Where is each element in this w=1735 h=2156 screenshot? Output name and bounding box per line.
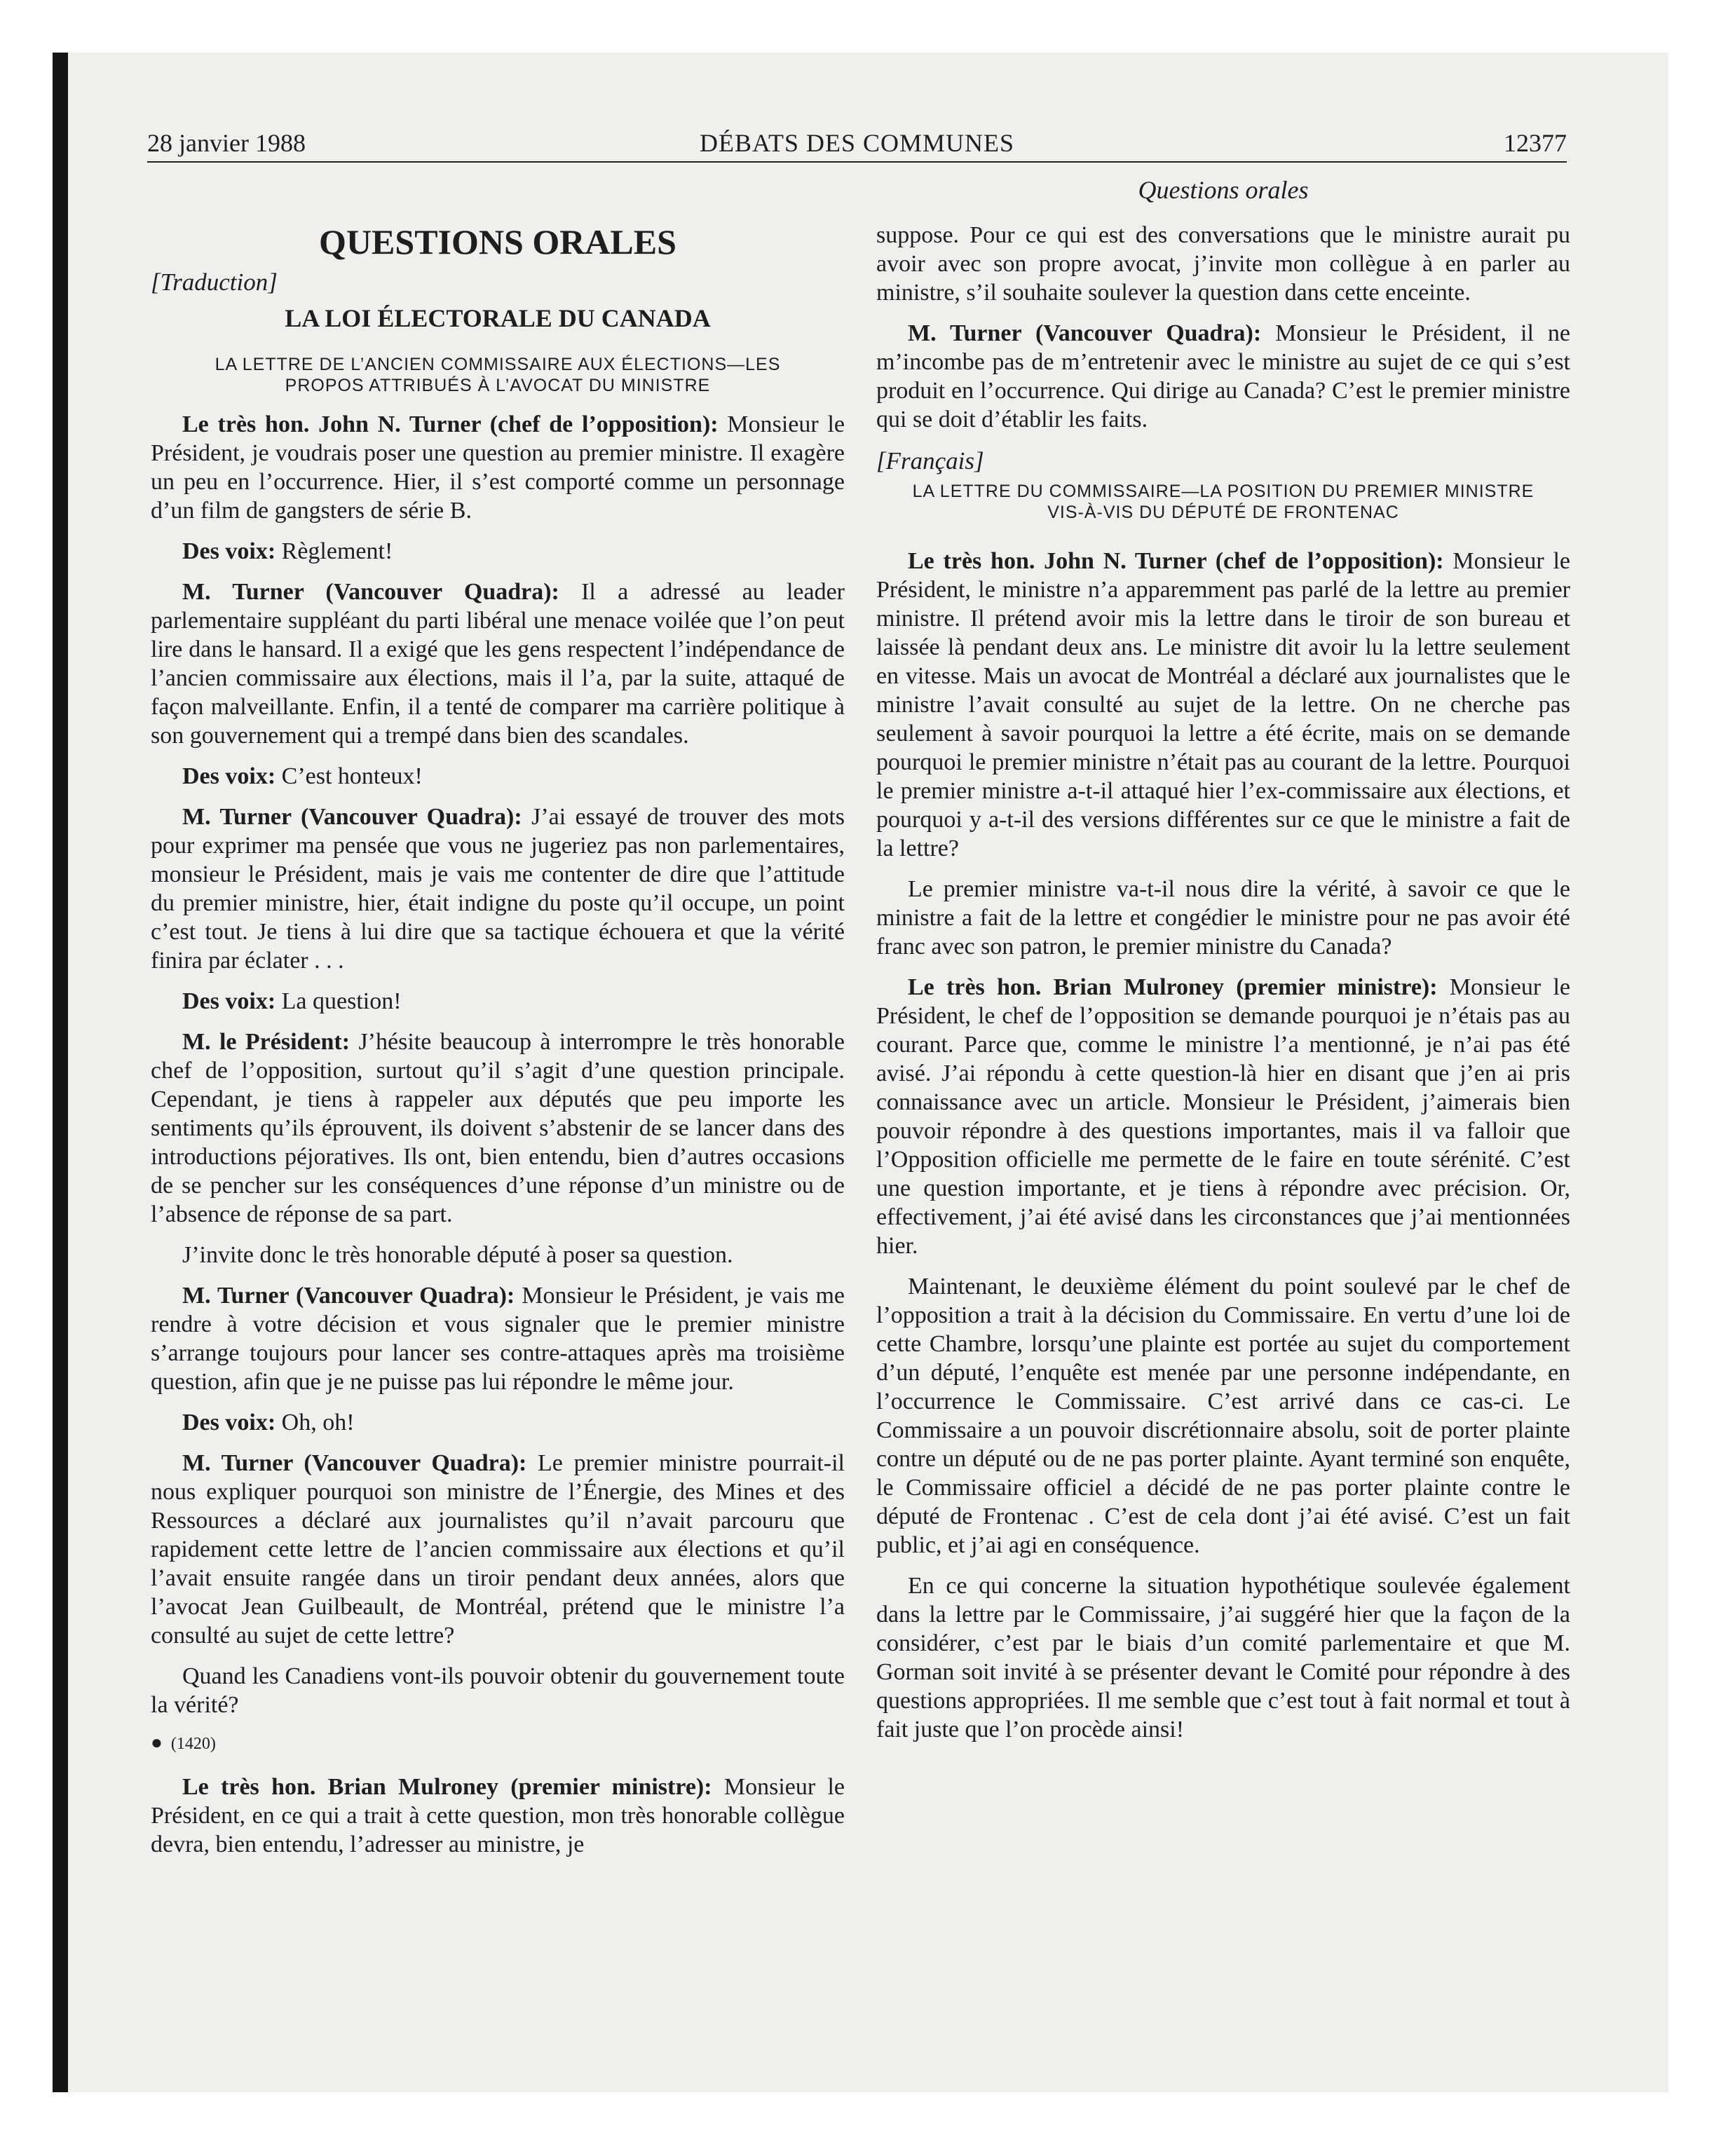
caps-heading: LA LETTRE DE L’ANCIEN COMMISSAIRE AUX ÉLECTIONS—LES PROPOS ATTRIBUÉS À L’AVOCAT DU MINISTRE (215, 355, 781, 395)
right-paragraphs-bottom (876, 547, 1570, 1744)
speech-text: suppose. Pour ce qui est des conversations que le ministre aurait pu avoir avec son propre avocat, j’invite mon collègue à en parler au ministre, s’il souhaite soulever la question dans cette enceinte. (876, 222, 1570, 306)
caps-heading-right: LA LETTRE DU COMMISSAIRE—LA POSITION DU PREMIER MINISTRE VIS-À-VIS DU DÉPUTÉ DE FRONTENAC (912, 482, 1535, 522)
speech-text: Monsieur le Président, le chef de l’opposition se demande pourquoi je n’étais pas au courant. Parce que, comme le ministre l’a mentionné, je n’ai pas été avisé. J’ai répondu à cette question-là hier en disant que j’en ai pris connaissance avec un article. Monsieur le Président, j’aimerais bien pouvoir répondre à des questions importantes, mais il va falloir que l’Opposition officielle me permette de le faire en toute sérénité. C’est une question importante, et je tiens à répondre avec précision. Or, effectivement, j’ai été avisé dans les circonstances que j’ai mentionnées hier. (876, 974, 1570, 1259)
speech-text: Monsieur le Président, en ce qui a trait à cette question, mon très honorable collègue devra, bien entendu, l’adresser au ministre, je (151, 1774, 845, 1857)
paragraph (876, 973, 1570, 1260)
paragraph (876, 1571, 1570, 1744)
left-paragraphs (151, 410, 845, 1719)
speech-text: J’hésite beaucoup à interrompre le très honorable chef de l’opposition, surtout qu’il s’agit d’une question principale. Cependant, je tiens à rappeler aux députés que peu importe les sentiments qu’ils éprouvent, ils doivent s’abstenir de se lancer dans des introductions péjoratives. Ils ont, bien entendu, bien d’autres occasions de se pencher sur les conséquences d’une réponse d’un ministre ou de l’absence de réponse de sa part. (151, 1029, 845, 1227)
bullet-icon: ● (151, 1732, 163, 1754)
speaker-name: Le très hon. John N. Turner (chef de l’opposition): (908, 548, 1444, 574)
speech-text: Règlement! (275, 538, 393, 564)
subheading: LA LOI ÉLECTORALE DU CANADA (285, 304, 711, 332)
speech-text: Monsieur le Président, le ministre n’a apparemment pas parlé de la lettre au premier ministre. Il prétend avoir mis la lettre dans le tiroir de son bureau et laissée là pendant deux ans. Le ministre dit avoir lu la lettre seulement en vitesse. Mais un avocat de Montréal a déclaré aux journalistes que le ministre l’avait consulté au sujet de la lettre. On ne cherche pas seulement à savoir pourquoi la lettre a été écrite, mais on se demande pourquoi le premier ministre n’était pas au courant de la lettre. Pourquoi le premier ministre a-t-il attaqué hier l’ex-commissaire aux élections, et pourquoi y a-t-il des versions différentes sur ce que le ministre a fait de la lettre? (876, 548, 1571, 861)
speech-text: Quand les Canadiens vont-ils pouvoir obtenir du gouvernement toute la vérité? (151, 1663, 845, 1718)
paragraph (151, 578, 845, 750)
paragraph (151, 1662, 845, 1719)
speech-text: Oh, oh! (275, 1410, 355, 1435)
paragraph (876, 547, 1570, 863)
speaker-name: M. Turner (Vancouver Quadra): (182, 579, 559, 605)
speech-text: La question! (275, 988, 402, 1014)
paragraph (151, 762, 845, 791)
paragraph (876, 1272, 1570, 1560)
paragraph (151, 537, 845, 566)
paragraph (151, 1241, 845, 1269)
right-column (876, 221, 1570, 1756)
speaker-name: Le très hon. Brian Mulroney (premier ministre): (182, 1774, 712, 1800)
speaker-name: M. Turner (Vancouver Quadra): (182, 1450, 527, 1476)
header-page-number: 12377 (1504, 129, 1567, 157)
paragraph (151, 1281, 845, 1396)
language-tag-right: [Français] (876, 447, 984, 475)
paragraph (151, 1408, 845, 1437)
paragraph (151, 1028, 845, 1229)
speaker-name: Des voix: (182, 1410, 276, 1435)
language-tag: [Traduction] (151, 268, 278, 296)
speech-text: C’est honteux! (275, 763, 423, 789)
main-heading: QUESTIONS ORALES (319, 222, 676, 261)
speaker-name: Des voix: (182, 538, 276, 564)
timestamp-label: (1420) (170, 1735, 216, 1753)
running-head (147, 125, 1567, 163)
paragraph (876, 221, 1570, 307)
speech-text: J’invite donc le très honorable député à poser sa question. (182, 1242, 733, 1268)
speaker-name: M. Turner (Vancouver Quadra): (182, 1283, 515, 1309)
scan-border (53, 53, 68, 2092)
speaker-name: Des voix: (182, 763, 276, 789)
speech-text: J’ai essayé de trouver des mots pour exprimer ma pensée que vous ne jugeriez pas non parlementaires, monsieur le Président, mais je vais me contenter de dire que l’attitude du premier ministre, hier, était indigne du poste qu’il occupe, un point c’est tout. Je tiens à lui dire que sa tactique échouera et que la vérité finira par éclater . . . (151, 804, 845, 974)
speech-text: En ce qui concerne la situation hypothétique soulevée également dans la lettre par le Commissaire, j’ai suggéré hier que la façon de la considérer, c’est par le biais d’un comité parlementaire et que M. Gorman soit invité à se présenter devant le Comité pour répondre à des questions appropriées. Il me semble que c’est tout à fait normal et tout à fait juste que l’on procède ainsi! (876, 1573, 1570, 1742)
right-paragraphs-top (876, 221, 1570, 434)
speech-text: Monsieur le Président, je voudrais poser une question au premier ministre. Il exagère un peu en l’occurrence. Hier, il s’est comporté comme un personnage d’un film de gangsters de série B. (151, 411, 845, 524)
speech-text: Il a adressé au leader parlementaire suppléant du parti libéral une menace voilée que l’on peut lire dans le hansard. Il a exigé que les gens respectent l’indépendance de l’ancien commissaire aux élections, mais il l’a, par la suite, attaqué de façon malveillante. Enfin, il a tenté de comparer ma carrière politique à son gouvernement qui a trempé dans bien des scandales. (151, 579, 845, 749)
speaker-name: Des voix: (182, 988, 276, 1014)
speaker-name: Le très hon. Brian Mulroney (premier ministre): (908, 974, 1438, 1000)
speaker-name: M. Turner (Vancouver Quadra): (908, 320, 1262, 346)
left-column (151, 221, 845, 1871)
section-running-head: Questions orales (1138, 176, 1309, 204)
paragraph (876, 319, 1570, 434)
speaker-name: M. Turner (Vancouver Quadra): (182, 804, 522, 830)
paragraph (876, 875, 1570, 961)
paragraph (151, 803, 845, 975)
paragraph (151, 1449, 845, 1650)
paragraph (151, 1773, 845, 1859)
speech-text: Le premier ministre va-t-il nous dire la vérité, à savoir ce que le ministre a fait de la lettre et congédier le ministre pour ne pas avoir été franc avec son patron, le premier ministre du Canada? (876, 876, 1570, 960)
speaker-name: M. le Président: (182, 1029, 351, 1055)
speech-text: Le premier ministre pourrait-il nous expliquer pourquoi son ministre de l’Énergie, des Mines et des Ressources a déclaré aux journalistes qu’il n’avait parcouru que rapidement cette lettre de l’ancien commissaire aux élections et qu’il l’avait ensuite rangée dans un tiroir pendant deux années, alors que l’avocat Jean Guilbeault, de Montréal, prétend que le ministre l’a consulté au sujet de cette lettre? (151, 1450, 845, 1649)
speech-text: Maintenant, le deuxième élément du point soulevé par le chef de l’opposition a trait à la décision du Commissaire. En vertu d’une loi de cette Chambre, lorsqu’une plainte est portée au sujet du comportement d’un député, l’enquête est menée par une personne indépendante, en l’occurrence le Commissaire. C’est arrivé dans ce cas-ci. Le Commissaire a un pouvoir discrétionnaire absolu, soit de porter plainte contre un député ou de ne pas porter plainte. Ayant terminé son enquête, le Commissaire officiel a décidé de ne pas porter plainte contre le député de Frontenac . C’est de cela dont j’ai été avisé. C’est un fait public, et j’ai agi en conséquence. (876, 1274, 1570, 1558)
paragraph (151, 987, 845, 1016)
paragraph (151, 410, 845, 525)
speech-text: Monsieur le Président, il ne m’incombe pas de m’entretenir avec le ministre au sujet de ce qui s’est produit en l’occurrence. Qui dirige au Canada? C’est le premier ministre qui se doit d’établir les faits. (876, 320, 1570, 432)
speaker-name: Le très hon. John N. Turner (chef de l’opposition): (182, 411, 719, 437)
header-journal-title: DÉBATS DES COMMUNES (699, 129, 1015, 157)
header-date: 28 janvier 1988 (147, 129, 306, 157)
speech-text: Monsieur le Président, je vais me rendre à votre décision et vous signaler que le premier ministre s’arrange toujours pour lancer ses contre-attaques après ma troisième question, afin que je ne puisse pas lui répondre le même jour. (151, 1283, 845, 1395)
timestamp (151, 1731, 845, 1756)
